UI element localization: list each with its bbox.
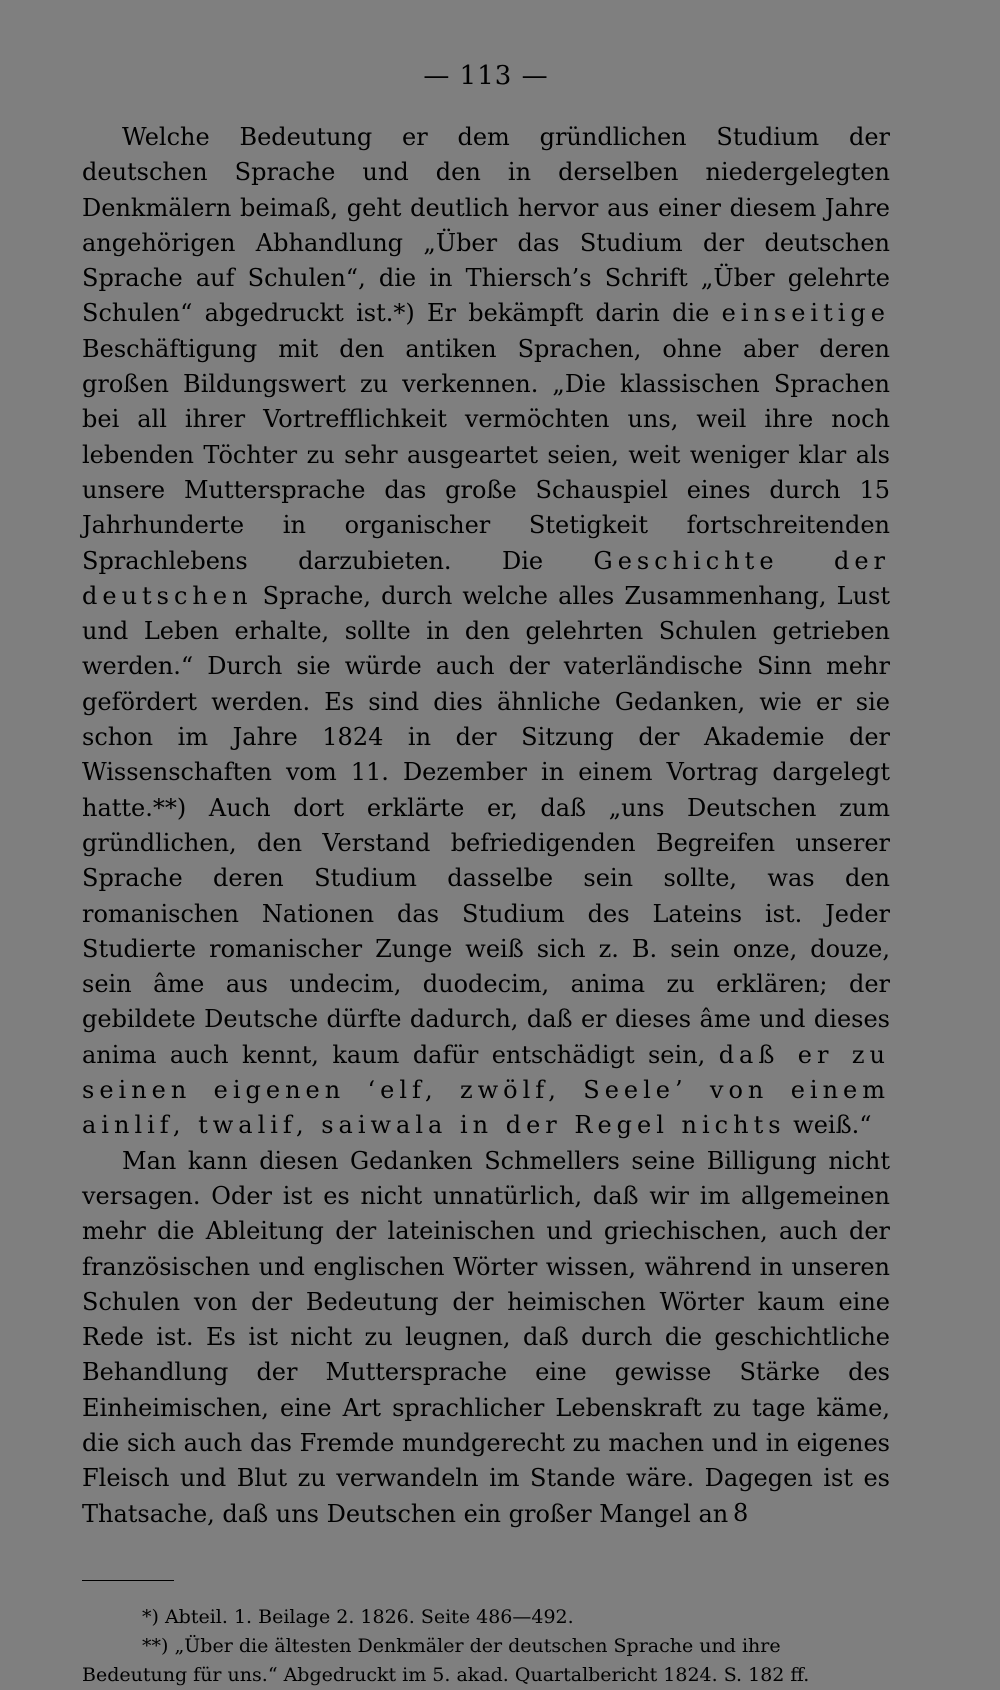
footnote: *) Abteil. 1. Beilage 2. 1826. Seite 486—492. (142, 1605, 574, 1628)
footnotes (82, 1603, 890, 1690)
text-run: Welche Bedeutung er dem gründlichen Studium der deutschen Sprache und den in derselben niedergelegten Denkmälern beimaß, geht deutlich hervor aus einer diesem Jahre angehörigen Abhandlung „Über das Studium der deutschen Sprache auf Schulen“, die in Thiersch’s Schrift „Über gelehrte Schulen“ abgedruckt ist.*) Er bekämpft darin die (82, 123, 890, 328)
footnote-rule (82, 1580, 174, 1581)
page-number: — 113 — (423, 61, 549, 91)
body-text (82, 120, 890, 1532)
book-page (82, 56, 890, 1690)
paragraph (82, 120, 890, 1144)
text-run: weiß.“ (785, 1111, 872, 1140)
spaced-emphasis: einseitige (721, 299, 890, 328)
signature-mark: 8 (733, 1499, 749, 1527)
text-run: Beschäftigung mit den antiken Sprachen, ohne aber deren großen Bildungswert zu verkennen. „Die klassischen Sprachen bei all ihrer Vortrefflichkeit vermöchten uns, weil ihre noch lebenden Töchter zu sehr ausgeartet seien, weit weniger klar als unsere Muttersprache das große Schauspiel eines durch 15 Jahrhunderte in organischer Stetigkeit fortschreitenden Sprachlebens darzubieten. Die (82, 334, 890, 575)
text-run: Sprache, durch welche alles Zusammenhang, Lust und Leben erhalte, sollte in den gelehrten Schulen getrieben werden.“ Durch sie würde auch der vaterländische Sinn mehr gefördert werden. Es sind dies ähnliche Gedanken, wie er sie schon im Jahre 1824 in der Sitzung der Akademie der Wissenschaften vom 11. Dezember in einem Vortrag dargelegt hatte.**) Auch dort erklärte er, daß „uns Deutschen zum gründlichen, den Verstand befriedigenden Begreifen unserer Sprache deren Studium dasselbe sein sollte, was den romanischen Nationen das Studium des Lateins ist. Jeder Studierte romanischer Zunge weiß sich z. B. sein onze, douze, sein âme aus undecim, duodecim, anima zu erklären; der gebildete Deutsche dürfte dadurch, daß er dieses âme und dieses anima auch kennt, kaum dafür entschädigt sein, (82, 581, 890, 1069)
paragraph (82, 1144, 890, 1532)
text-run: Man kann diesen Gedanken Schmellers seine Billigung nicht versagen. Oder ist es nicht unnatürlich, daß wir im allgemeinen mehr die Ableitung der lateinischen und griechischen, auch der französischen und englischen Wörter wissen, während in unseren Schulen von der Bedeutung der heimischen Wörter kaum eine Rede ist. Es ist nicht zu leugnen, daß durch die geschichtliche Behandlung der Muttersprache eine gewisse Stärke des Einheimischen, eine Art sprachlicher Lebenskraft zu tage käme, die sich auch das Fremde mundgerecht zu machen und in eigenes Fleisch und Blut zu verwandeln im Stande wäre. Dagegen ist es Thatsache, daß uns Deutschen ein großer Mangel an (82, 1146, 890, 1528)
footnote: **) „Über die ältesten Denkmäler der deutschen Sprache und ihre Bedeutung für uns.“ Abgedruckt im 5. akad. Quartalbericht 1824. S. 182 ff. (82, 1634, 810, 1686)
spaced-emphasis: Geschichte der deutschen (82, 546, 890, 610)
spaced-emphasis: daß er zu seinen eigenen ‘elf, zwölf, Seele’ von einem ainlif, twalif, saiwala in der Regel nichts (82, 1040, 890, 1140)
